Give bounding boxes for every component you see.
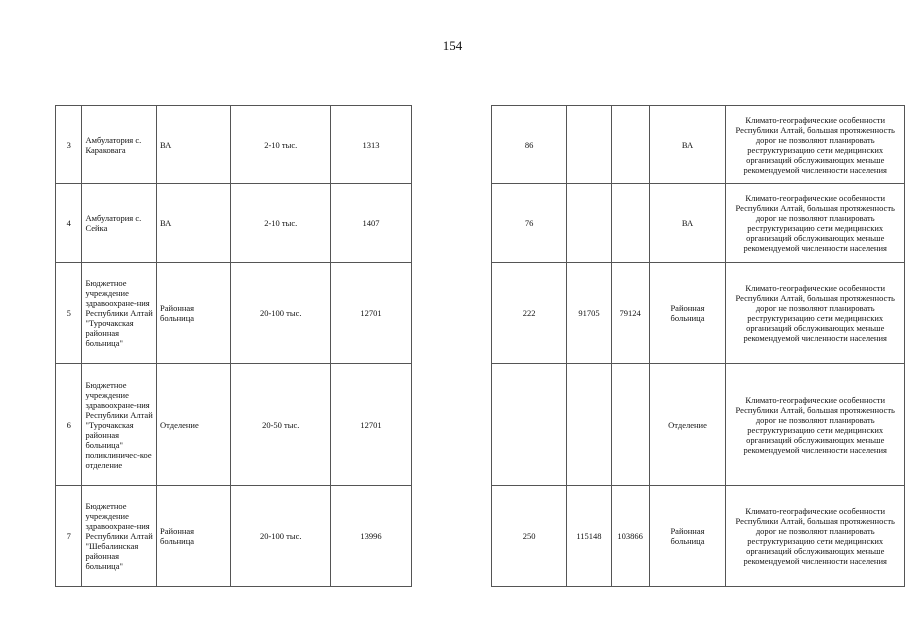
value-2: 79124 xyxy=(611,263,649,364)
beds-value: 76 xyxy=(492,184,567,263)
facility-type: Районная больница xyxy=(157,263,231,364)
value-1 xyxy=(567,364,612,486)
facility-type: Районная больница xyxy=(157,486,231,587)
population-range: 2-10 тыс. xyxy=(231,184,331,263)
value-1 xyxy=(567,106,612,184)
page-number: 154 xyxy=(442,38,463,53)
table-row xyxy=(56,486,905,587)
beds-value: 222 xyxy=(492,263,567,364)
beds-value: 86 xyxy=(492,106,567,184)
table-row xyxy=(56,263,905,364)
facility-name: Амбулатория с. Караковага xyxy=(82,106,157,184)
value-2 xyxy=(611,184,649,263)
note-cell: Климато-географические особенности Республики Алтай, большая протяженность дорог не позволяют планировать реструктуризацию сети медицинских организаций обслуживающих меньше рекомендуемой численности населения xyxy=(726,263,905,364)
facility-type-2: Районная больница xyxy=(649,486,726,587)
table-row xyxy=(56,364,905,486)
facility-name: Амбулатория с. Сейка xyxy=(82,184,157,263)
population-value: 12701 xyxy=(331,263,411,364)
population-range: 2-10 тыс. xyxy=(231,106,331,184)
population-value: 1407 xyxy=(331,184,411,263)
data-table xyxy=(55,105,905,587)
facility-type: ВА xyxy=(157,184,231,263)
facility-type-2: Отделение xyxy=(649,364,726,486)
row-number: 4 xyxy=(56,184,82,263)
row-number: 3 xyxy=(56,106,82,184)
facility-name: Бюджетное учреждение здравоохране-ния Республики Алтай "Турочакская районная больница" поликлиничес-кое отделение xyxy=(82,364,157,486)
population-value: 12701 xyxy=(331,364,411,486)
note-cell: Климато-географические особенности Республики Алтай, большая протяженность дорог не позволяют планировать реструктуризацию сети медицинских организаций обслуживающих меньше рекомендуемой численности населения xyxy=(726,486,905,587)
blank-gap xyxy=(411,106,491,184)
value-1 xyxy=(567,184,612,263)
note-cell: Климато-географические особенности Республики Алтай, большая протяженность дорог не позволяют планировать реструктуризацию сети медицинских организаций обслуживающих меньше рекомендуемой численности населения xyxy=(726,184,905,263)
value-2 xyxy=(611,364,649,486)
blank-gap xyxy=(411,184,491,263)
blank-gap xyxy=(411,263,491,364)
value-2 xyxy=(611,106,649,184)
value-1: 115148 xyxy=(567,486,612,587)
population-range: 20-100 тыс. xyxy=(231,263,331,364)
blank-gap xyxy=(411,364,491,486)
population-value: 13996 xyxy=(331,486,411,587)
table-row xyxy=(56,184,905,263)
row-number: 7 xyxy=(56,486,82,587)
facility-type: Отделение xyxy=(157,364,231,486)
population-range: 20-100 тыс. xyxy=(231,486,331,587)
population-range: 20-50 тыс. xyxy=(231,364,331,486)
value-2: 103866 xyxy=(611,486,649,587)
facility-type: ВА xyxy=(157,106,231,184)
row-number: 6 xyxy=(56,364,82,486)
beds-value: 250 xyxy=(492,486,567,587)
beds-value xyxy=(492,364,567,486)
facility-type-2: ВА xyxy=(649,106,726,184)
blank-gap xyxy=(411,486,491,587)
row-number: 5 xyxy=(56,263,82,364)
table-row xyxy=(56,106,905,184)
facility-type-2: ВА xyxy=(649,184,726,263)
facility-name: Бюджетное учреждение здравоохране-ния Республики Алтай "Турочакская районная больница" xyxy=(82,263,157,364)
value-1: 91705 xyxy=(567,263,612,364)
facility-type-2: Районная больница xyxy=(649,263,726,364)
facility-name: Бюджетное учреждение здравоохране-ния Республики Алтай "Шебалинская районная больница" xyxy=(82,486,157,587)
population-value: 1313 xyxy=(331,106,411,184)
note-cell: Климато-географические особенности Республики Алтай, большая протяженность дорог не позволяют планировать реструктуризацию сети медицинских организаций обслуживающих меньше рекомендуемой численности населения xyxy=(726,364,905,486)
note-cell: Климато-географические особенности Республики Алтай, большая протяженность дорог не позволяют планировать реструктуризацию сети медицинских организаций обслуживающих меньше рекомендуемой численности населения xyxy=(726,106,905,184)
